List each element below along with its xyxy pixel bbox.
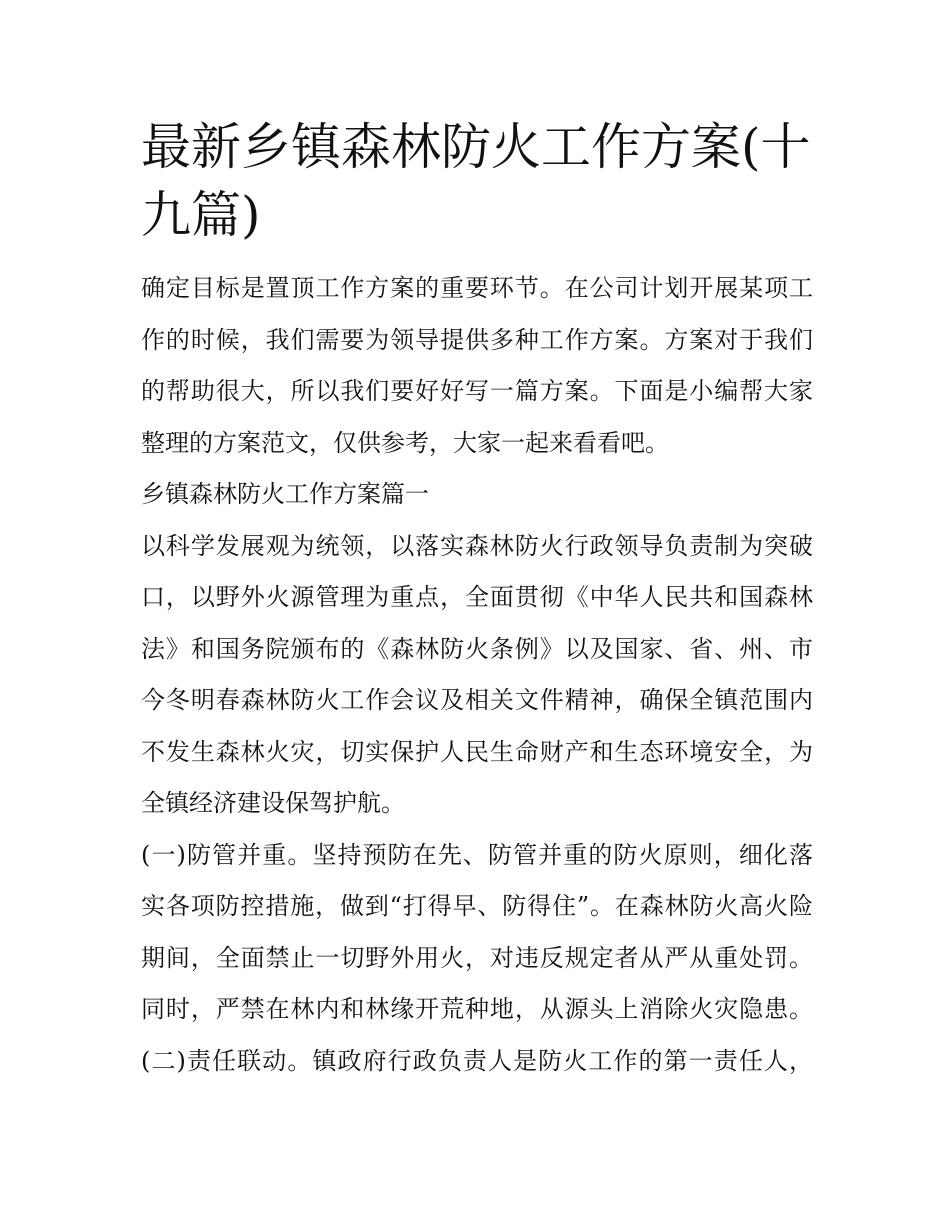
body-line: (二)责任联动。镇政府行政负责人是防火工作的第一责任人， (141, 1046, 813, 1075)
document-title (141, 113, 813, 249)
body-line: 法》和国务院颁布的《森林防火条例》以及国家、省、州、市 (141, 634, 813, 663)
document-body (141, 263, 813, 1087)
body-line: 乡镇森林防火工作方案篇一 (141, 480, 429, 508)
body-line: 实各项防控措施，做到“打得早、防得住”。在森林防火高火险 (141, 892, 813, 920)
body-line: (一)防管并重。坚持预防在先、防管并重的防火原则，细化落 (141, 840, 813, 869)
body-line: 作的时候，我们需要为领导提供多种工作方案。方案对于我们 (141, 325, 813, 354)
body-line: 不发生森林火灾，切实保护人民生命财产和生态环境安全，为 (141, 737, 813, 766)
body-line: 以科学发展观为统领，以落实森林防火行政领导负责制为突破 (141, 531, 813, 560)
body-line: 今冬明春森林防火工作会议及相关文件精神，确保全镇范围内 (141, 686, 813, 714)
body-line: 全镇经济建设保驾护航。 (141, 789, 405, 817)
title-line: 最新乡镇森林防火工作方案(十 (141, 118, 811, 176)
body-line: 口，以野外火源管理为重点，全面贯彻《中华人民共和国森林 (141, 583, 813, 611)
title-line: 九篇) (141, 186, 261, 244)
body-line: 整理的方案范文，仅供参考，大家一起来看看吧。 (141, 428, 669, 457)
body-line: 确定目标是置顶工作方案的重要环节。在公司计划开展某项工 (141, 274, 813, 302)
body-line: 期间，全面禁止一切野外用火，对违反规定者从严从重处罚。 (141, 943, 813, 972)
body-line: 的帮助很大，所以我们要好好写一篇方案。下面是小编帮大家 (141, 377, 813, 405)
document-page (141, 113, 813, 1087)
body-line: 同时，严禁在林内和林缘开荒种地，从源头上消除火灾隐患。 (141, 995, 813, 1023)
